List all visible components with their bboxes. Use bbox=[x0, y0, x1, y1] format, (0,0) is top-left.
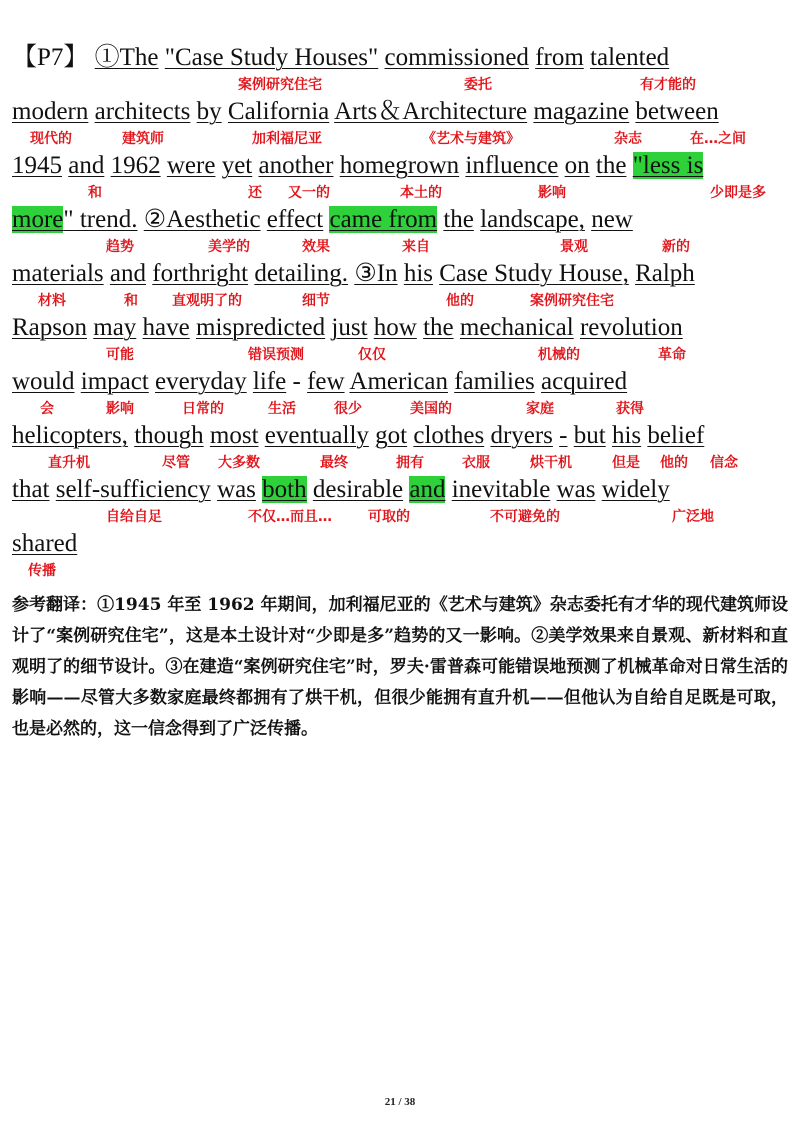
word: architects bbox=[94, 98, 191, 125]
gloss: 景观 bbox=[560, 239, 588, 255]
word: by bbox=[196, 98, 222, 125]
passage-line-1 bbox=[12, 42, 788, 96]
annotation-line bbox=[12, 344, 788, 366]
reference-translation: 参考翻译：①1945 年至 1962 年期间，加利福尼亚的《艺术与建筑》杂志委托有才华的现代建筑师设计了“案例研究住宅”，这是本土设计对“少即是多”趋势的又一影响。②美学效果来自景观、新材料和直观明了的细节设计。③在建造“案例研究住宅”时，罗夫·雷普森可能错误地预测了机械革命对日常生活的影响——尽管大多数家庭最终都拥有了烘干机，但很少能拥有直升机——但他认为自给自足既是可取，也是必然的，这一信念得到了广泛传播。 bbox=[12, 595, 788, 739]
gloss: 本土的 bbox=[400, 185, 442, 201]
gloss: 美国的 bbox=[410, 401, 452, 417]
gloss: 可取的 bbox=[368, 509, 410, 525]
gloss: 有才能的 bbox=[640, 77, 696, 93]
gloss: 烘干机 bbox=[530, 455, 572, 471]
gloss: 但是 bbox=[612, 455, 640, 471]
word: was bbox=[217, 476, 256, 503]
gloss: 还 bbox=[248, 185, 262, 201]
gloss: 自给自足 bbox=[106, 509, 162, 525]
word: - bbox=[559, 422, 568, 449]
word: Arts＆Architecture bbox=[334, 98, 528, 125]
gloss: 错误预测 bbox=[248, 347, 304, 363]
word: magazine bbox=[533, 98, 630, 125]
highlighted-phrase: both bbox=[262, 476, 307, 503]
annotation-line bbox=[12, 74, 788, 96]
word: inevitable bbox=[451, 476, 551, 503]
word: between bbox=[635, 98, 719, 125]
word: the bbox=[443, 206, 474, 233]
word: have bbox=[142, 314, 190, 341]
word: few bbox=[307, 368, 345, 395]
gloss: 现代的 bbox=[30, 131, 72, 147]
gloss: 趋势 bbox=[106, 239, 134, 255]
gloss: 会 bbox=[40, 401, 54, 417]
word: mechanical bbox=[459, 314, 574, 341]
annotation-line bbox=[12, 506, 788, 528]
gloss: 尽管 bbox=[162, 455, 190, 471]
english-line bbox=[12, 420, 704, 452]
gloss: 信念 bbox=[710, 455, 738, 471]
word: just bbox=[331, 314, 368, 341]
english-line bbox=[12, 528, 77, 560]
passage-line-7 bbox=[12, 366, 788, 420]
highlighted-phrase: came from bbox=[329, 206, 438, 233]
gloss: 效果 bbox=[302, 239, 330, 255]
word: California bbox=[227, 98, 330, 125]
gloss: 材料 bbox=[38, 293, 66, 309]
annotation-line bbox=[12, 290, 788, 312]
gloss: 和 bbox=[88, 185, 102, 201]
english-line: would impact everyday life - few American families acquired bbox=[12, 368, 628, 395]
passage-line-2 bbox=[12, 96, 788, 150]
gloss: 拥有 bbox=[396, 455, 424, 471]
word: homegrown bbox=[339, 152, 460, 179]
word: 1962 bbox=[110, 152, 161, 179]
gloss: 获得 bbox=[616, 401, 644, 417]
word: were bbox=[166, 152, 216, 179]
word: belief bbox=[647, 422, 705, 449]
gloss: 不仅…而且… bbox=[248, 509, 332, 525]
english-line bbox=[12, 258, 695, 290]
gloss: 大多数 bbox=[218, 455, 260, 471]
gloss: 杂志 bbox=[614, 131, 642, 147]
gloss: 传播 bbox=[28, 563, 56, 579]
gloss: 影响 bbox=[106, 401, 134, 417]
word: American bbox=[349, 368, 448, 395]
word: everyday bbox=[155, 368, 247, 395]
word: helicopters, bbox=[12, 422, 128, 449]
word: "Case Study Houses" bbox=[164, 44, 379, 71]
word: that bbox=[12, 476, 50, 503]
english-line bbox=[12, 96, 719, 128]
gloss: 建筑师 bbox=[122, 131, 164, 147]
gloss: 新的 bbox=[662, 239, 690, 255]
word: another bbox=[258, 152, 334, 179]
word: impact bbox=[80, 368, 149, 395]
gloss: 少即是多 bbox=[710, 185, 766, 201]
gloss: 直升机 bbox=[48, 455, 90, 471]
word: most bbox=[209, 422, 259, 449]
english-line bbox=[12, 150, 703, 182]
word: ①The bbox=[94, 44, 159, 71]
word: clothes bbox=[413, 422, 485, 449]
word: shared bbox=[12, 530, 78, 557]
word: trend. bbox=[73, 206, 138, 233]
annotation-line bbox=[12, 560, 788, 582]
word: his bbox=[611, 422, 642, 449]
gloss: 美学的 bbox=[208, 239, 250, 255]
annotation-line bbox=[12, 182, 788, 204]
gloss: 不可避免的 bbox=[490, 509, 560, 525]
word: widely bbox=[601, 476, 670, 503]
word: the bbox=[423, 314, 454, 341]
gloss: 案例研究住宅 bbox=[530, 293, 614, 309]
word: the bbox=[595, 152, 627, 179]
gloss: 他的 bbox=[660, 455, 688, 471]
page-number: 21 / 38 bbox=[384, 1096, 416, 1108]
english-line: more" trend. ②Aesthetic effect came from the landscape, new bbox=[12, 206, 633, 233]
word: effect bbox=[266, 206, 324, 233]
annotation-line bbox=[12, 452, 788, 474]
gloss: 广泛地 bbox=[672, 509, 714, 525]
annotation-line bbox=[12, 398, 788, 420]
gloss: 细节 bbox=[302, 293, 330, 309]
gloss: 可能 bbox=[106, 347, 134, 363]
passage-line-6 bbox=[12, 312, 788, 366]
word: may bbox=[93, 314, 137, 341]
word: ③In bbox=[354, 260, 398, 287]
word: his bbox=[403, 260, 433, 287]
gloss: 加利福尼亚 bbox=[252, 131, 322, 147]
gloss: 革命 bbox=[658, 347, 686, 363]
gloss: 家庭 bbox=[526, 401, 554, 417]
gloss: 来自 bbox=[402, 239, 430, 255]
word: from bbox=[535, 44, 584, 71]
passage-line-4 bbox=[12, 204, 788, 258]
gloss: 最终 bbox=[320, 455, 348, 471]
word: families bbox=[454, 368, 535, 395]
gloss: 又一的 bbox=[288, 185, 330, 201]
annotation-line bbox=[12, 128, 788, 150]
gloss: 和 bbox=[124, 293, 138, 309]
gloss: 直观明了的 bbox=[172, 293, 242, 309]
highlighted-phrase: and bbox=[409, 476, 446, 503]
word: influence bbox=[465, 152, 559, 179]
word: was bbox=[556, 476, 596, 503]
word: detailing. bbox=[254, 260, 349, 287]
english-line bbox=[12, 312, 683, 344]
word: mispredicted bbox=[196, 314, 326, 341]
annotation-line bbox=[12, 236, 788, 258]
passage-line-3 bbox=[12, 150, 788, 204]
word: self-sufficiency bbox=[55, 476, 211, 503]
gloss: 他的 bbox=[446, 293, 474, 309]
word: yet bbox=[221, 152, 253, 179]
word: Case Study House, bbox=[439, 260, 629, 287]
word: but bbox=[573, 422, 606, 449]
passage-line-5 bbox=[12, 258, 788, 312]
english-line bbox=[12, 474, 670, 506]
word: Rapson bbox=[12, 314, 87, 341]
passage-label: 【P7】 bbox=[12, 44, 89, 71]
word: and bbox=[68, 152, 105, 179]
word: dryers bbox=[490, 422, 553, 449]
word: Ralph bbox=[635, 260, 695, 287]
word: acquired bbox=[541, 368, 628, 395]
passage-line-10 bbox=[12, 528, 788, 582]
word: desirable bbox=[312, 476, 404, 503]
gloss: 案例研究住宅 bbox=[238, 77, 322, 93]
word: revolution bbox=[579, 314, 683, 341]
word: commissioned bbox=[384, 44, 529, 71]
word: life bbox=[252, 368, 287, 395]
highlighted-phrase: "less is bbox=[632, 152, 704, 179]
word: ②Aesthetic bbox=[143, 206, 261, 233]
gloss: 生活 bbox=[268, 401, 296, 417]
gloss: 委托 bbox=[464, 77, 492, 93]
word: and bbox=[109, 260, 146, 287]
passage-line-9 bbox=[12, 474, 788, 528]
gloss: 在…之间 bbox=[690, 131, 746, 147]
gloss: 很少 bbox=[334, 401, 362, 417]
word: would bbox=[12, 368, 75, 395]
word: on bbox=[564, 152, 590, 179]
english-line bbox=[12, 42, 669, 74]
gloss: 影响 bbox=[538, 185, 566, 201]
gloss: 衣服 bbox=[462, 455, 490, 471]
passage-line-8 bbox=[12, 420, 788, 474]
gloss: 机械的 bbox=[538, 347, 580, 363]
gloss: 日常的 bbox=[182, 401, 224, 417]
word: though bbox=[134, 422, 204, 449]
word: forthright bbox=[152, 260, 249, 287]
highlighted-phrase: more bbox=[12, 206, 64, 233]
word: landscape, bbox=[480, 206, 585, 233]
word: how bbox=[373, 314, 417, 341]
gloss: 《艺术与建筑》 bbox=[422, 131, 520, 147]
word: new bbox=[591, 206, 633, 233]
gloss: 仅仅 bbox=[358, 347, 386, 363]
word: materials bbox=[12, 260, 104, 287]
word: 1945 bbox=[12, 152, 62, 179]
word: modern bbox=[12, 98, 89, 125]
word: eventually bbox=[264, 422, 369, 449]
word: talented bbox=[590, 44, 670, 71]
word: got bbox=[375, 422, 408, 449]
